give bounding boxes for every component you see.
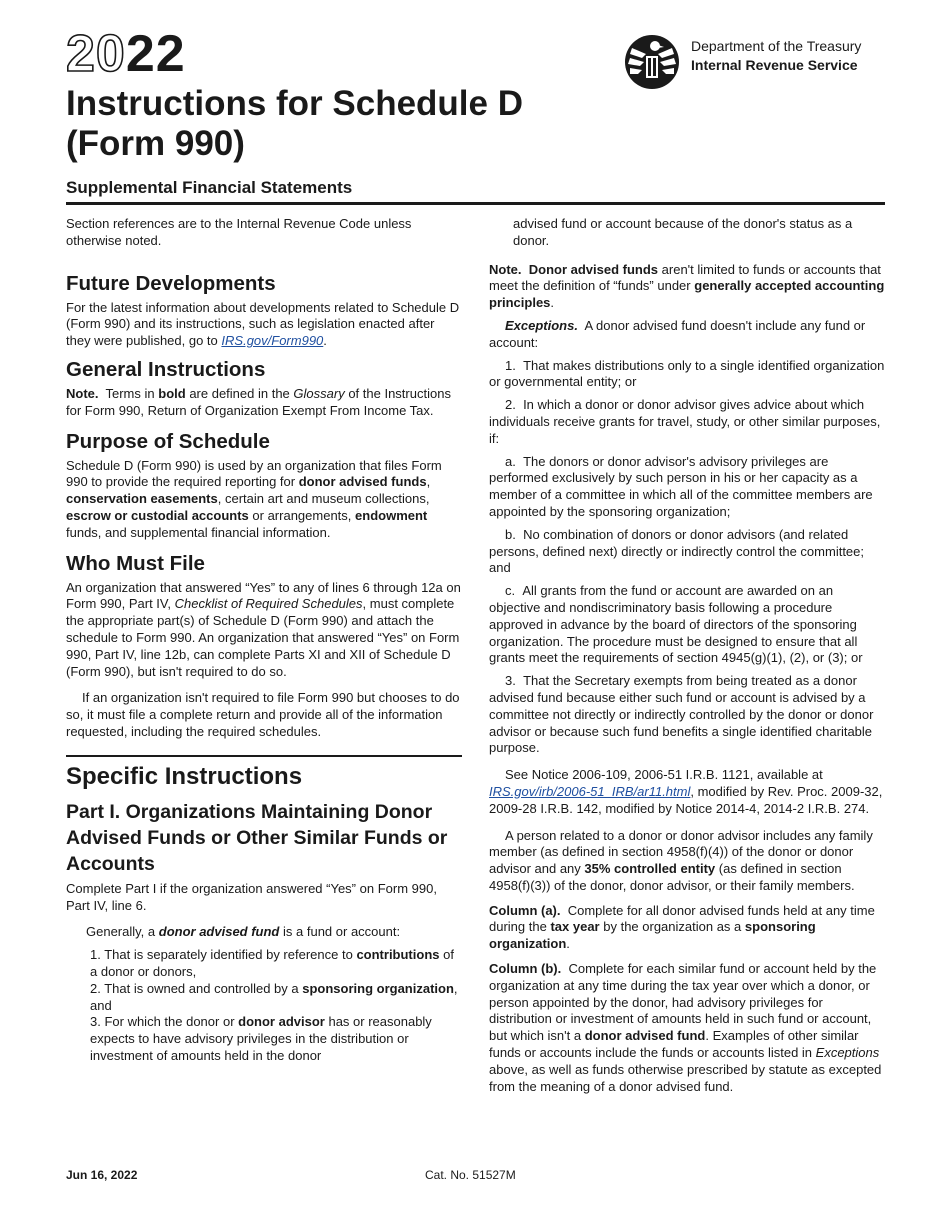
intro-paragraph: Section references are to the Internal Revenue Code unless otherwise noted. [66, 216, 412, 248]
list-item: 3. For which the donor or donor advisor has or reasonably expects to have advisory privileges in the distribution or investment of amounts held in the donor [90, 1014, 432, 1063]
general-instructions-heading: General Instructions [66, 357, 266, 381]
purpose-paragraph: Schedule D (Form 990) is used by an organization that files Form 990 to provide the required reporting for donor advised funds, conservation easements, certain art and museum collections, escrow or custodial accounts or arrangements, endowment funds, and supplemental financial information. [66, 457, 442, 540]
service-name: Internal Revenue Service [691, 57, 858, 73]
continued-paragraph: advised fund or account because of the donor's status as a donor. [513, 216, 853, 248]
catalog-number: Cat. No. 51527M [425, 1168, 516, 1182]
purpose-heading: Purpose of Schedule [66, 429, 270, 453]
list-item: 2. That is owned and controlled by a sponsoring organization, and [90, 980, 458, 1013]
general-note-paragraph: Note. Terms in bold are defined in the Glossary of the Instructions for Form 990, Return of Organization Exempt From Income Tax. [66, 385, 451, 418]
department-name: Department of the Treasury [691, 38, 862, 54]
future-developments-paragraph: For the latest information about developments related to Schedule D (Form 990) and its instructions, such as legislation enacted after they were published, go to IRS.gov/Form990. [66, 299, 460, 349]
related-person-paragraph: A person related to a donor or donor advisor includes any family member (as defined in section 4958(f)(4)) of the donor or donor advisor and any 35% controlled entity (as defined in section 4958(f)(3)) of the donor, donor advisor, or their family members. [489, 827, 873, 893]
who-must-file-paragraph-2: If an organization isn't required to file Form 990 but chooses to do so, it must file a complete return and provide all of the information requested, including the required schedules. [66, 690, 460, 739]
page-subtitle: Supplemental Financial Statements [66, 178, 353, 197]
who-must-file-paragraph: An organization that answered “Yes” to any of lines 6 through 12a on Form 990, Part IV, Checklist of Required Schedules, must complete the appropriate part(s) of Schedule D (Form 990) and attach the schedule to Form 990. An organization that answered “Yes” on Form 990, Part IV, line 12b, can complete Parts XI and XII of Schedule D (Form 990), but isn't required to do so. [66, 579, 461, 679]
generally-paragraph: Generally, a donor advised fund is a fund or account: [86, 924, 401, 940]
column-b-paragraph: Column (b). Complete for each similar fund or account held by the organization at any time during the tax year over which a donor, or person appointed by the donor, had advisory privileges for distribution or investment of amounts held in such fund or account, but which isn't a donor advised fund. Examples of other similar funds or accounts include the funds or accounts listed in Exceptions above, as well as funds otherwise prescribed by statute as excepted from the meaning of a donor advised fund. [489, 961, 882, 1094]
who-must-file-heading: Who Must File [66, 551, 205, 575]
exception-2: 2. In which a donor or donor advisor gives advice about which individuals receive grants for travel, study, or other similar purposes, if: [489, 397, 881, 446]
title-line-2: (Form 990) [66, 124, 245, 163]
irs-header-block [622, 34, 892, 90]
exception-3: 3. That the Secretary exempts from being treated as a donor advised fund because either such fund or account is advised by a committee not directly or indirectly controlled by the donor or donor advisor or because such fund benefits a single identified charitable purpose. [489, 673, 874, 756]
donor-advised-note-paragraph: Note. Donor advised funds aren't limited to funds or accounts that meet the definition of “funds” under generally accepted accounting principles. [489, 261, 885, 311]
irs-form990-link[interactable]: IRS.gov/Form990 [221, 333, 324, 349]
header-divider [66, 202, 885, 205]
right-column [489, 216, 885, 1101]
exception-1: 1. That makes distributions only to a single identified organization or governmental entity; or [489, 357, 885, 390]
form-year [66, 25, 186, 83]
list-item: 1. That is separately identified by reference to contributions of a donor or donors, [90, 947, 454, 979]
irs-eagle-logo-icon [622, 34, 684, 90]
irb-notice-link[interactable]: IRS.gov/irb/2006-51_IRB/ar11.html [489, 783, 691, 799]
column-a-paragraph: Column (a). Complete for all donor advised funds held at any time during the tax year by the organization as a sponsoring organization. [489, 902, 875, 952]
donor-advised-fund-criteria-list [90, 947, 462, 1065]
exceptions-paragraph: Exceptions. A donor advised fund doesn't include any fund or account: [489, 317, 866, 350]
exception-2a: a. The donors or donor advisor's advisory privileges are performed exclusively by such person in his or her capacity as a member of a committee in which all of the committee members are appointed by the sponsoring organization; [489, 453, 873, 519]
specific-instructions-section [66, 755, 462, 1065]
future-developments-heading: Future Developments [66, 271, 276, 295]
left-column [66, 216, 462, 1065]
title-line-1: Instructions for Schedule D [66, 84, 523, 123]
revision-date: Jun 16, 2022 [66, 1168, 138, 1182]
exception-2b: b. No combination of donors or donor advisors (and related persons, defined next) directly or indirectly control the committee; and [489, 526, 865, 576]
year-outline-digits: 20 [66, 25, 126, 83]
specific-instructions-heading: Specific Instructions [66, 762, 303, 790]
part1-paragraph: Complete Part I if the organization answered “Yes” on Form 990, Part IV, line 6. [66, 880, 437, 913]
notice-paragraph: See Notice 2006-109, 2006-51 I.R.B. 1121, available at IRS.gov/irb/2006-51_IRB/ar11.html, modified by Rev. Proc. 2009-32, 2009-28 I.R.B. 142, modified by Notice 2014-4, 2014-2 I.R.B. 274. [489, 767, 883, 816]
year-solid-digits: 22 [125, 25, 186, 83]
page-title [66, 84, 523, 164]
part1-heading: Part I. Organizations Maintaining Donor Advised Funds or Other Similar Funds or Accounts [66, 800, 448, 875]
exception-2c: c. All grants from the fund or account are awarded on an objective and nondiscriminatory basis following a procedure approved in advance by the board of directors of the sponsoring organization. The procedure must be designed to ensure that all grants meet the requirements of section 4945(g)(1), (2), or (3); or [489, 583, 863, 666]
